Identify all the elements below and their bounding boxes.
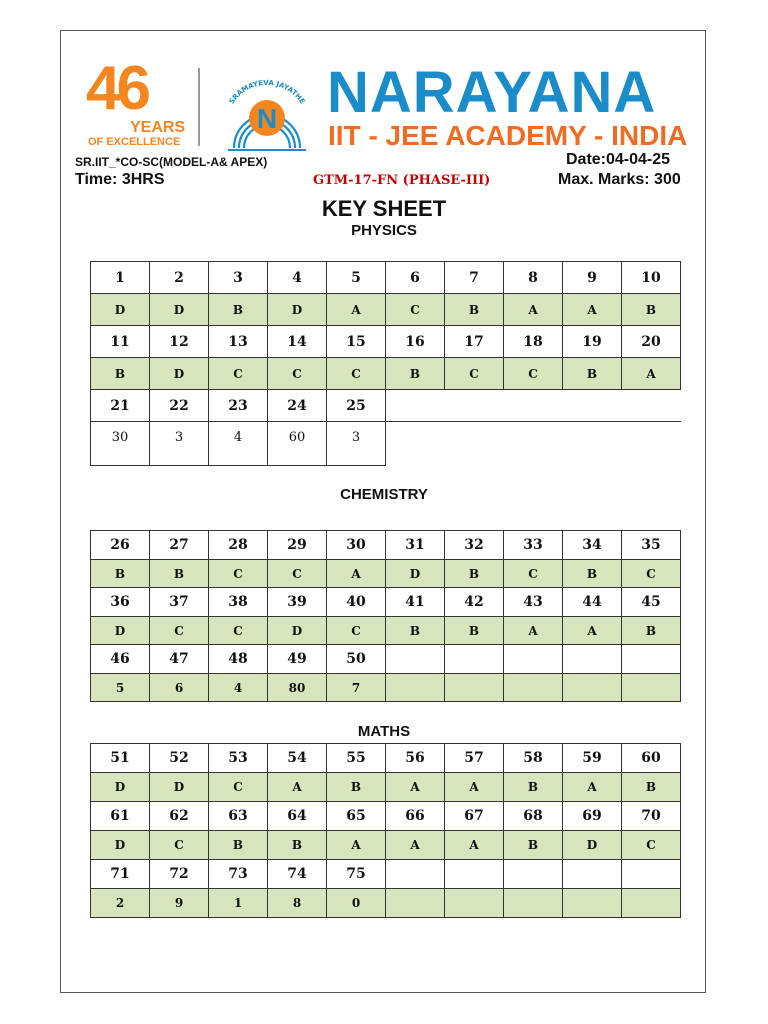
- question-number: 70: [622, 802, 681, 831]
- question-number: 9: [563, 262, 622, 294]
- answer-cell: D: [563, 831, 622, 860]
- question-number: 72: [150, 860, 209, 889]
- answer-cell: B: [150, 560, 209, 588]
- question-number: 42: [445, 588, 504, 617]
- answer-cell: D: [150, 773, 209, 802]
- answer-cell: D: [386, 560, 445, 588]
- empty-cell: [504, 860, 563, 889]
- answer-cell: C: [209, 773, 268, 802]
- empty-cell: [563, 674, 622, 702]
- question-number: 2: [150, 262, 209, 294]
- question-number: 65: [327, 802, 386, 831]
- question-number: 14: [268, 326, 327, 358]
- brand-name: NARAYANA: [327, 60, 657, 125]
- answer-cell: D: [150, 358, 209, 390]
- answer-cell: B: [622, 617, 681, 645]
- empty-cell: [386, 390, 681, 422]
- answer-cell: A: [445, 773, 504, 802]
- physics-key-table: [90, 261, 681, 466]
- question-number: 58: [504, 744, 563, 773]
- question-number: 13: [209, 326, 268, 358]
- question-number: 3: [209, 262, 268, 294]
- question-number: 74: [268, 860, 327, 889]
- answer-cell: C: [622, 560, 681, 588]
- question-row: [91, 645, 681, 674]
- answer-cell: 0: [327, 889, 386, 918]
- question-number: 66: [386, 802, 445, 831]
- answer-cell: B: [563, 560, 622, 588]
- question-number: 50: [327, 645, 386, 674]
- empty-cell: [386, 860, 445, 889]
- answer-cell: B: [445, 617, 504, 645]
- question-number: 49: [268, 645, 327, 674]
- question-number: 40: [327, 588, 386, 617]
- answer-row: [91, 422, 681, 466]
- question-number: 19: [563, 326, 622, 358]
- answer-cell: B: [445, 560, 504, 588]
- question-number: 33: [504, 531, 563, 560]
- answer-cell: A: [563, 773, 622, 802]
- question-number: 15: [327, 326, 386, 358]
- answer-row: [91, 674, 681, 702]
- question-number: 29: [268, 531, 327, 560]
- answer-cell: D: [91, 773, 150, 802]
- question-number: 17: [445, 326, 504, 358]
- answer-cell: D: [91, 617, 150, 645]
- question-number: 1: [91, 262, 150, 294]
- answer-cell: B: [91, 560, 150, 588]
- answer-cell: 3: [150, 422, 209, 466]
- answer-cell: B: [209, 831, 268, 860]
- question-row: [91, 860, 681, 889]
- answer-cell: C: [150, 831, 209, 860]
- question-number: 27: [150, 531, 209, 560]
- answer-cell: B: [622, 294, 681, 326]
- question-row: [91, 802, 681, 831]
- question-number: 21: [91, 390, 150, 422]
- question-number: 43: [504, 588, 563, 617]
- answer-cell: C: [622, 831, 681, 860]
- answer-cell: A: [563, 294, 622, 326]
- answer-cell: 4: [209, 674, 268, 702]
- question-number: 71: [91, 860, 150, 889]
- answer-cell: 2: [91, 889, 150, 918]
- question-number: 6: [386, 262, 445, 294]
- answer-cell: D: [91, 831, 150, 860]
- question-number: 56: [386, 744, 445, 773]
- answer-cell: D: [150, 294, 209, 326]
- answer-cell: A: [563, 617, 622, 645]
- header-divider: [198, 68, 200, 146]
- answer-cell: 5: [91, 674, 150, 702]
- answer-cell: B: [386, 617, 445, 645]
- answer-cell: B: [209, 294, 268, 326]
- empty-cell: [386, 422, 681, 466]
- answer-cell: C: [268, 358, 327, 390]
- question-number: 69: [563, 802, 622, 831]
- question-number: 26: [91, 531, 150, 560]
- answer-cell: A: [504, 617, 563, 645]
- answer-cell: C: [504, 358, 563, 390]
- anniversary-logo: [86, 54, 196, 154]
- empty-cell: [563, 889, 622, 918]
- exam-time: Time: 3HRS: [75, 171, 165, 188]
- answer-cell: 9: [150, 889, 209, 918]
- question-row: [91, 326, 681, 358]
- question-number: 11: [91, 326, 150, 358]
- question-number: 16: [386, 326, 445, 358]
- question-number: 4: [268, 262, 327, 294]
- answer-cell: C: [504, 560, 563, 588]
- question-number: 35: [622, 531, 681, 560]
- answer-cell: A: [268, 773, 327, 802]
- narayana-emblem-icon: [214, 66, 320, 152]
- answer-row: [91, 831, 681, 860]
- answer-cell: 7: [327, 674, 386, 702]
- answer-row: [91, 773, 681, 802]
- logo-number: 46: [86, 54, 147, 123]
- question-number: 37: [150, 588, 209, 617]
- answer-cell: D: [91, 294, 150, 326]
- question-number: 48: [209, 645, 268, 674]
- question-number: 39: [268, 588, 327, 617]
- answer-row: [91, 889, 681, 918]
- answer-cell: C: [209, 560, 268, 588]
- answer-cell: A: [622, 358, 681, 390]
- answer-cell: 4: [209, 422, 268, 466]
- answer-cell: 3: [327, 422, 386, 466]
- answer-cell: 1: [209, 889, 268, 918]
- empty-cell: [504, 645, 563, 674]
- course-label: SR.IIT_*CO-SC(MODEL-A& APEX): [75, 155, 268, 169]
- answer-cell: C: [150, 617, 209, 645]
- answer-cell: C: [327, 617, 386, 645]
- answer-cell: A: [386, 773, 445, 802]
- empty-cell: [386, 889, 445, 918]
- answer-cell: B: [504, 773, 563, 802]
- question-number: 46: [91, 645, 150, 674]
- answer-cell: C: [386, 294, 445, 326]
- question-number: 28: [209, 531, 268, 560]
- question-number: 73: [209, 860, 268, 889]
- empty-cell: [622, 889, 681, 918]
- answer-row: [91, 617, 681, 645]
- question-number: 67: [445, 802, 504, 831]
- logo-years: YEARS: [130, 119, 186, 136]
- question-number: 51: [91, 744, 150, 773]
- emblem-letter: N: [256, 103, 278, 134]
- empty-cell: [504, 674, 563, 702]
- answer-cell: B: [327, 773, 386, 802]
- answer-cell: C: [209, 617, 268, 645]
- question-row: [91, 744, 681, 773]
- question-number: 68: [504, 802, 563, 831]
- answer-cell: 80: [268, 674, 327, 702]
- question-number: 59: [563, 744, 622, 773]
- logo-excellence: OF EXCELLENCE: [88, 136, 181, 148]
- question-number: 53: [209, 744, 268, 773]
- question-number: 44: [563, 588, 622, 617]
- question-number: 10: [622, 262, 681, 294]
- empty-cell: [445, 674, 504, 702]
- answer-cell: B: [563, 358, 622, 390]
- question-number: 30: [327, 531, 386, 560]
- question-number: 23: [209, 390, 268, 422]
- question-number: 57: [445, 744, 504, 773]
- answer-cell: 6: [150, 674, 209, 702]
- question-number: 55: [327, 744, 386, 773]
- exam-date: Date:04-04-25: [566, 151, 671, 168]
- question-number: 36: [91, 588, 150, 617]
- brand-subtitle: IIT - JEE ACADEMY - INDIA: [328, 120, 688, 151]
- emblem-motto: SRAMAYEVA JAYATHE: [227, 78, 307, 106]
- answer-cell: A: [327, 294, 386, 326]
- question-number: 12: [150, 326, 209, 358]
- question-number: 25: [327, 390, 386, 422]
- empty-cell: [445, 645, 504, 674]
- question-row: [91, 588, 681, 617]
- exam-code: GTM-17-FN (PHASE-III): [313, 173, 491, 188]
- chemistry-key-table: [90, 530, 681, 702]
- question-number: 45: [622, 588, 681, 617]
- answer-cell: B: [622, 773, 681, 802]
- empty-cell: [563, 860, 622, 889]
- answer-cell: 60: [268, 422, 327, 466]
- answer-row: [91, 358, 681, 390]
- question-number: 47: [150, 645, 209, 674]
- empty-cell: [504, 889, 563, 918]
- empty-cell: [445, 889, 504, 918]
- answer-cell: B: [91, 358, 150, 390]
- question-number: 20: [622, 326, 681, 358]
- answer-row: [91, 560, 681, 588]
- question-number: 5: [327, 262, 386, 294]
- answer-cell: 30: [91, 422, 150, 466]
- question-number: 64: [268, 802, 327, 831]
- answer-cell: D: [268, 294, 327, 326]
- answer-cell: A: [504, 294, 563, 326]
- maths-key-table: [90, 743, 681, 918]
- empty-cell: [386, 674, 445, 702]
- answer-cell: C: [268, 560, 327, 588]
- question-row: [91, 531, 681, 560]
- question-number: 24: [268, 390, 327, 422]
- answer-cell: C: [209, 358, 268, 390]
- question-number: 60: [622, 744, 681, 773]
- answer-cell: A: [386, 831, 445, 860]
- max-marks: Max. Marks: 300: [558, 171, 681, 188]
- empty-cell: [622, 645, 681, 674]
- question-number: 41: [386, 588, 445, 617]
- empty-cell: [563, 645, 622, 674]
- question-number: 63: [209, 802, 268, 831]
- section-title-physics: PHYSICS: [351, 222, 417, 239]
- question-number: 31: [386, 531, 445, 560]
- empty-cell: [622, 860, 681, 889]
- question-number: 75: [327, 860, 386, 889]
- question-row: [91, 390, 681, 422]
- question-number: 32: [445, 531, 504, 560]
- section-title-maths: MATHS: [357, 723, 411, 740]
- question-number: 34: [563, 531, 622, 560]
- answer-cell: B: [386, 358, 445, 390]
- question-row: [91, 262, 681, 294]
- answer-cell: A: [327, 560, 386, 588]
- page-title: KEY SHEET: [321, 196, 447, 221]
- question-number: 62: [150, 802, 209, 831]
- answer-cell: C: [445, 358, 504, 390]
- answer-cell: 8: [268, 889, 327, 918]
- question-number: 54: [268, 744, 327, 773]
- answer-cell: B: [268, 831, 327, 860]
- empty-cell: [622, 674, 681, 702]
- answer-cell: D: [268, 617, 327, 645]
- answer-cell: A: [327, 831, 386, 860]
- empty-cell: [386, 645, 445, 674]
- answer-cell: B: [445, 294, 504, 326]
- question-number: 7: [445, 262, 504, 294]
- question-number: 22: [150, 390, 209, 422]
- section-title-chemistry: CHEMISTRY: [340, 486, 428, 503]
- answer-cell: B: [504, 831, 563, 860]
- empty-cell: [445, 860, 504, 889]
- question-number: 61: [91, 802, 150, 831]
- question-number: 8: [504, 262, 563, 294]
- answer-cell: C: [327, 358, 386, 390]
- question-number: 18: [504, 326, 563, 358]
- question-number: 52: [150, 744, 209, 773]
- question-number: 38: [209, 588, 268, 617]
- answer-cell: A: [445, 831, 504, 860]
- answer-row: [91, 294, 681, 326]
